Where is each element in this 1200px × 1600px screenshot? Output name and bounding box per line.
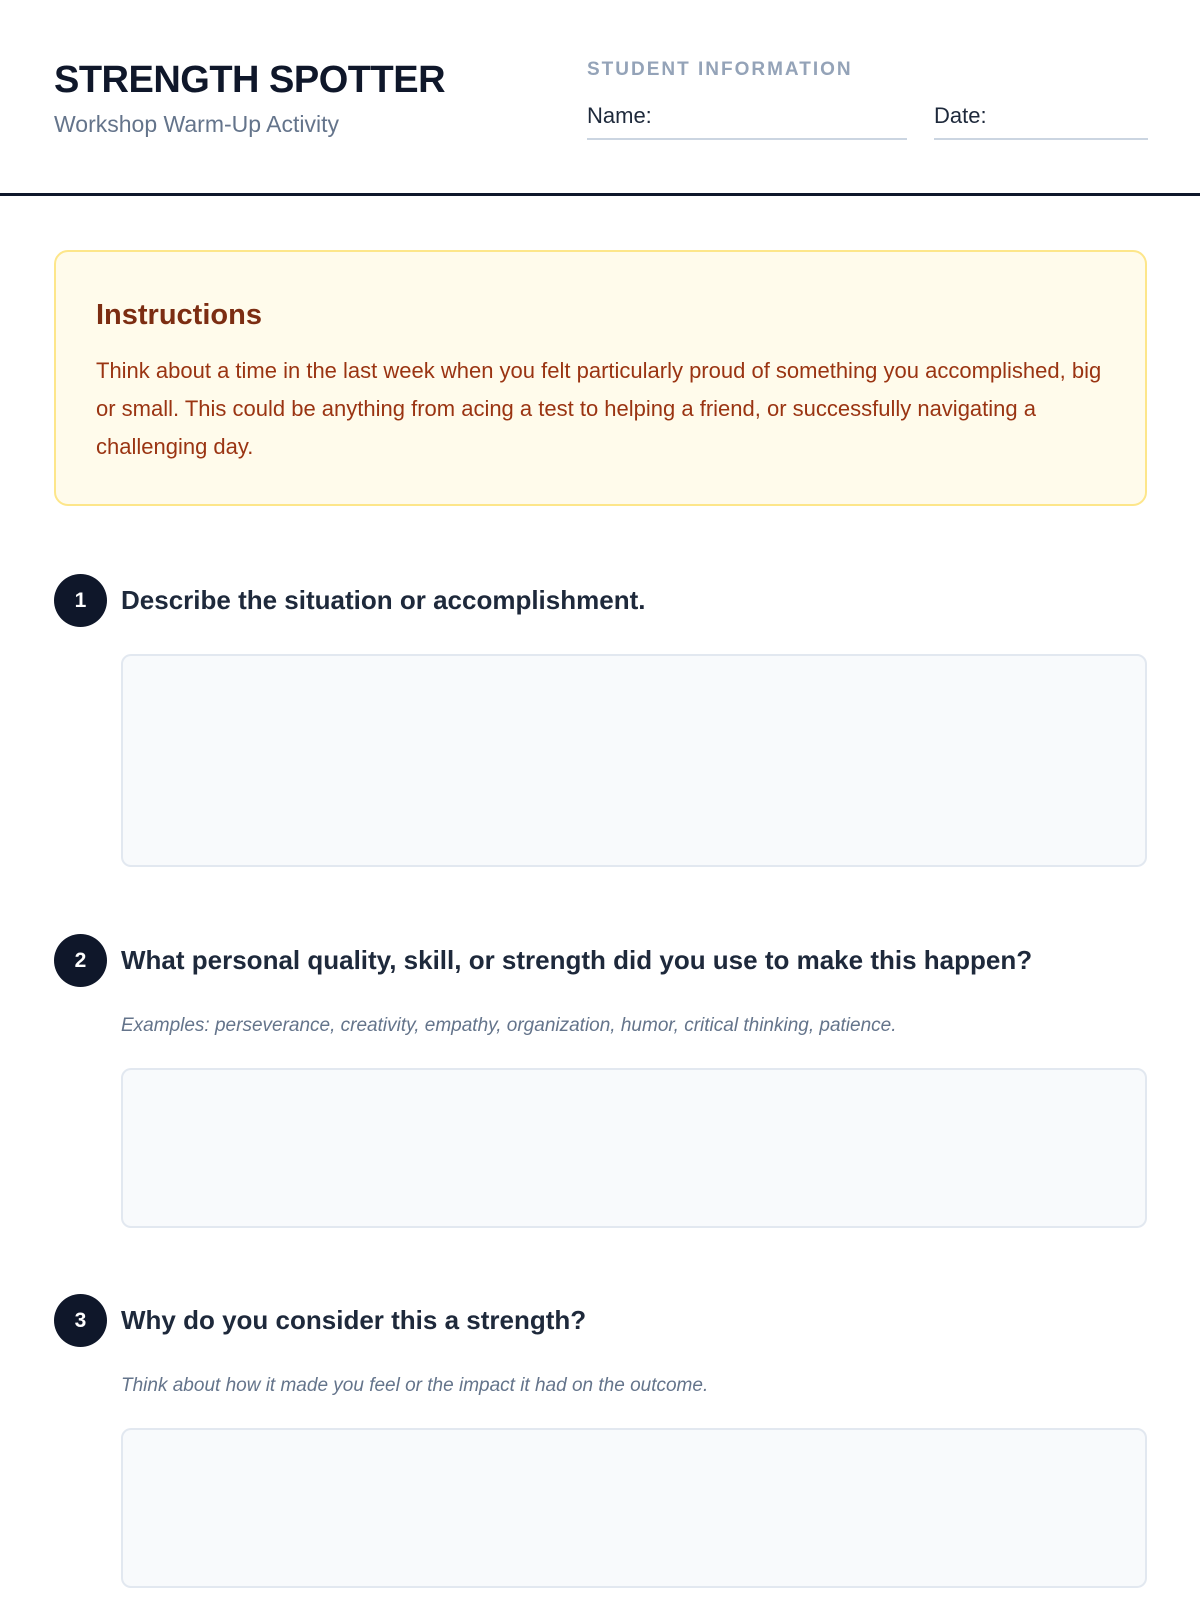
name-field[interactable] [587, 98, 907, 140]
name-label: Name: [587, 103, 652, 128]
worksheet-subtitle: Workshop Warm-Up Activity [54, 111, 339, 137]
instructions-box [54, 250, 1147, 506]
answer-box-1[interactable] [121, 654, 1147, 867]
question-number-badge: 2 [54, 934, 107, 987]
date-label: Date: [934, 103, 987, 128]
question-text: Why do you consider this a strength? [121, 1305, 587, 1335]
brand-block [54, 58, 445, 138]
question-hint: Examples: perseverance, creativity, empathy, organization, humor, critical thinking, patience. [121, 1015, 897, 1036]
question-hint: Think about how it made you feel or the impact it had on the outcome. [121, 1375, 709, 1396]
instructions-body: Think about a time in the last week when you felt particularly proud of something you accomplished, big or small. This could be anything from acing a test to helping a friend, or successfully navigating a challenging day. [96, 358, 1102, 459]
question-text: Describe the situation or accomplishment. [121, 585, 646, 615]
question-number-badge: 3 [54, 1294, 107, 1347]
instructions-title: Instructions [96, 299, 262, 331]
date-field[interactable] [934, 98, 1148, 140]
student-information [587, 58, 1147, 128]
worksheet-title: STRENGTH SPOTTER [54, 59, 446, 101]
answer-box-2[interactable] [121, 1068, 1147, 1228]
answer-box-3[interactable] [121, 1428, 1147, 1588]
worksheet-header [0, 0, 1200, 196]
question-text: What personal quality, skill, or strength did you use to make this happen? [121, 945, 1033, 975]
student-info-heading: STUDENT INFORMATION [587, 59, 853, 80]
question-number-badge: 1 [54, 574, 107, 627]
